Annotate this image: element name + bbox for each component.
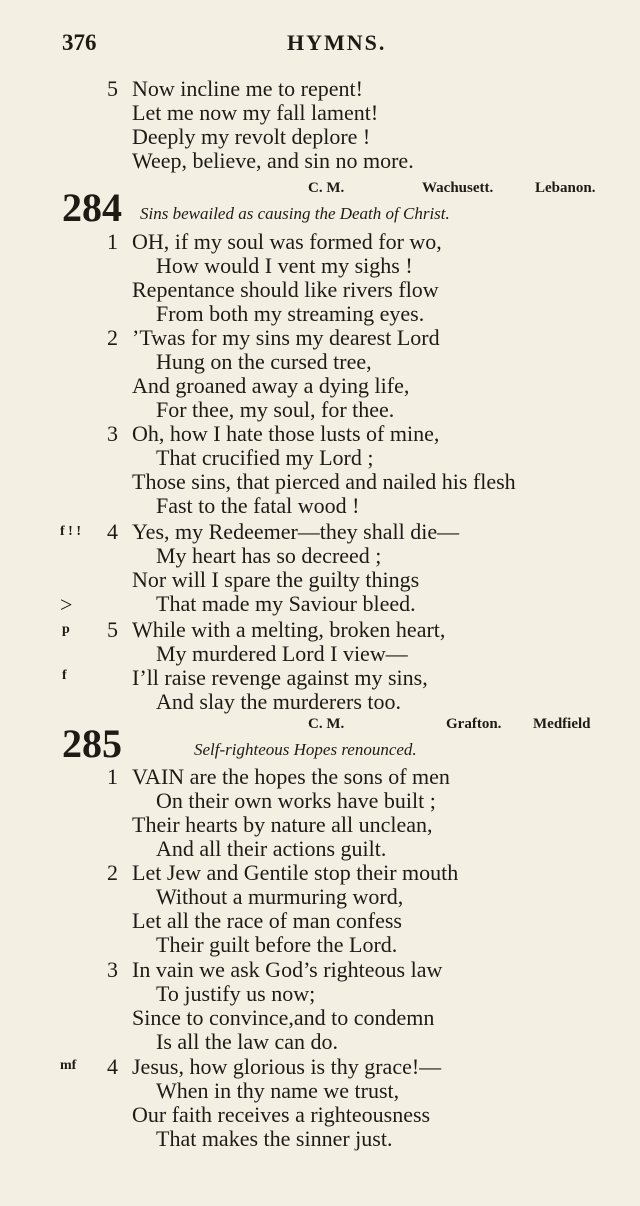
- verse-line: From both my streaming eyes.: [156, 301, 425, 326]
- verse-line: Their hearts by nature all unclean,: [132, 812, 433, 837]
- verse-line: My heart has so decreed ;: [156, 543, 382, 568]
- verse-line: Since to convince,and to condemn: [132, 1005, 435, 1030]
- verse-line: Yes, my Redeemer—they shall die—: [132, 519, 460, 544]
- verse-line: That crucified my Lord ;: [156, 445, 374, 470]
- verse-number: 3: [107, 957, 118, 982]
- verse-line: ’Twas for my sins my dearest Lord: [132, 325, 440, 350]
- verse-line: Oh, how I hate those lusts of mine,: [132, 421, 440, 446]
- verse-line: On their own works have built ;: [156, 788, 436, 813]
- verse-line: When in thy name we trust,: [156, 1078, 400, 1103]
- verse-line: OH, if my soul was formed for wo,: [132, 229, 442, 254]
- verse-line: Fast to the fatal wood !: [156, 493, 360, 518]
- verse-line: That made my Saviour bleed.: [156, 591, 416, 616]
- hymn-title: Sins bewailed as causing the Death of Christ.: [140, 204, 450, 223]
- verse-number: 5: [107, 76, 118, 101]
- verse-line: Repentance should like rivers flow: [132, 277, 439, 302]
- tune-name: Medfield: [533, 716, 591, 732]
- verse-number: 5: [107, 617, 118, 642]
- hymn-number: 284: [62, 185, 122, 230]
- verse-line: I’ll raise revenge against my sins,: [132, 665, 428, 690]
- verse-number: 1: [107, 764, 118, 789]
- verse-line: Hung on the cursed tree,: [156, 349, 372, 374]
- verse-line: For thee, my soul, for thee.: [156, 397, 395, 422]
- verse-line: While with a melting, broken heart,: [132, 617, 446, 642]
- verse-number: 3: [107, 421, 118, 446]
- dynamic-mark: f: [62, 668, 67, 683]
- verse-line: Without a murmuring word,: [156, 884, 404, 909]
- verse-line: Jesus, how glorious is thy grace!—: [132, 1054, 442, 1079]
- verse-line: And groaned away a dying life,: [132, 373, 410, 398]
- verse-number: 1: [107, 229, 118, 254]
- tune-name: Wachusett.: [422, 180, 494, 196]
- verse-line: Weep, believe, and sin no more.: [132, 148, 414, 173]
- verse-number: 4: [107, 1054, 118, 1079]
- verse-number: 4: [107, 519, 118, 544]
- verse-line: To justify us now;: [156, 981, 316, 1006]
- page-number: 376: [62, 30, 97, 55]
- verse-line: Now incline me to repent!: [132, 76, 363, 101]
- verse-line: And all their actions guilt.: [156, 836, 387, 861]
- verse-line: Their guilt before the Lord.: [156, 932, 398, 957]
- verse-number: 2: [107, 325, 118, 350]
- tune-name: Grafton.: [446, 716, 502, 732]
- verse-line: My murdered Lord I view—: [156, 641, 408, 666]
- hymn-meter: C. M.: [308, 716, 345, 732]
- running-head: HYMNS.: [287, 30, 387, 55]
- dynamic-mark: mf: [60, 1058, 77, 1073]
- verse-line: Let all the race of man confess: [132, 908, 402, 933]
- verse-line: In vain we ask God’s righteous law: [132, 957, 443, 982]
- dynamic-mark: p: [62, 622, 70, 637]
- tune-name: Lebanon.: [535, 180, 596, 196]
- verse-line: And slay the murderers too.: [156, 689, 401, 714]
- verse-line: That makes the sinner just.: [156, 1126, 393, 1151]
- hymn-meter: C. M.: [308, 180, 345, 196]
- verse-line: Let me now my fall lament!: [132, 100, 379, 125]
- verse-line: VAIN are the hopes the sons of men: [132, 764, 450, 789]
- verse-line: Those sins, that pierced and nailed his flesh: [132, 469, 516, 494]
- hymn-title: Self-righteous Hopes renounced.: [194, 740, 417, 759]
- verse-number: 2: [107, 860, 118, 885]
- hymn-number: 285: [62, 721, 122, 766]
- dynamic-mark: f ! !: [60, 524, 81, 539]
- verse-line: Is all the law can do.: [156, 1029, 339, 1054]
- verse-line: Deeply my revolt deplore !: [132, 124, 371, 149]
- verse-line: How would I vent my sighs !: [156, 253, 413, 278]
- verse-line: Our faith receives a righteousness: [132, 1102, 431, 1127]
- verse-line: Let Jew and Gentile stop their mouth: [132, 860, 459, 885]
- accent-mark: >: [60, 592, 73, 617]
- verse-line: Nor will I spare the guilty things: [132, 567, 420, 592]
